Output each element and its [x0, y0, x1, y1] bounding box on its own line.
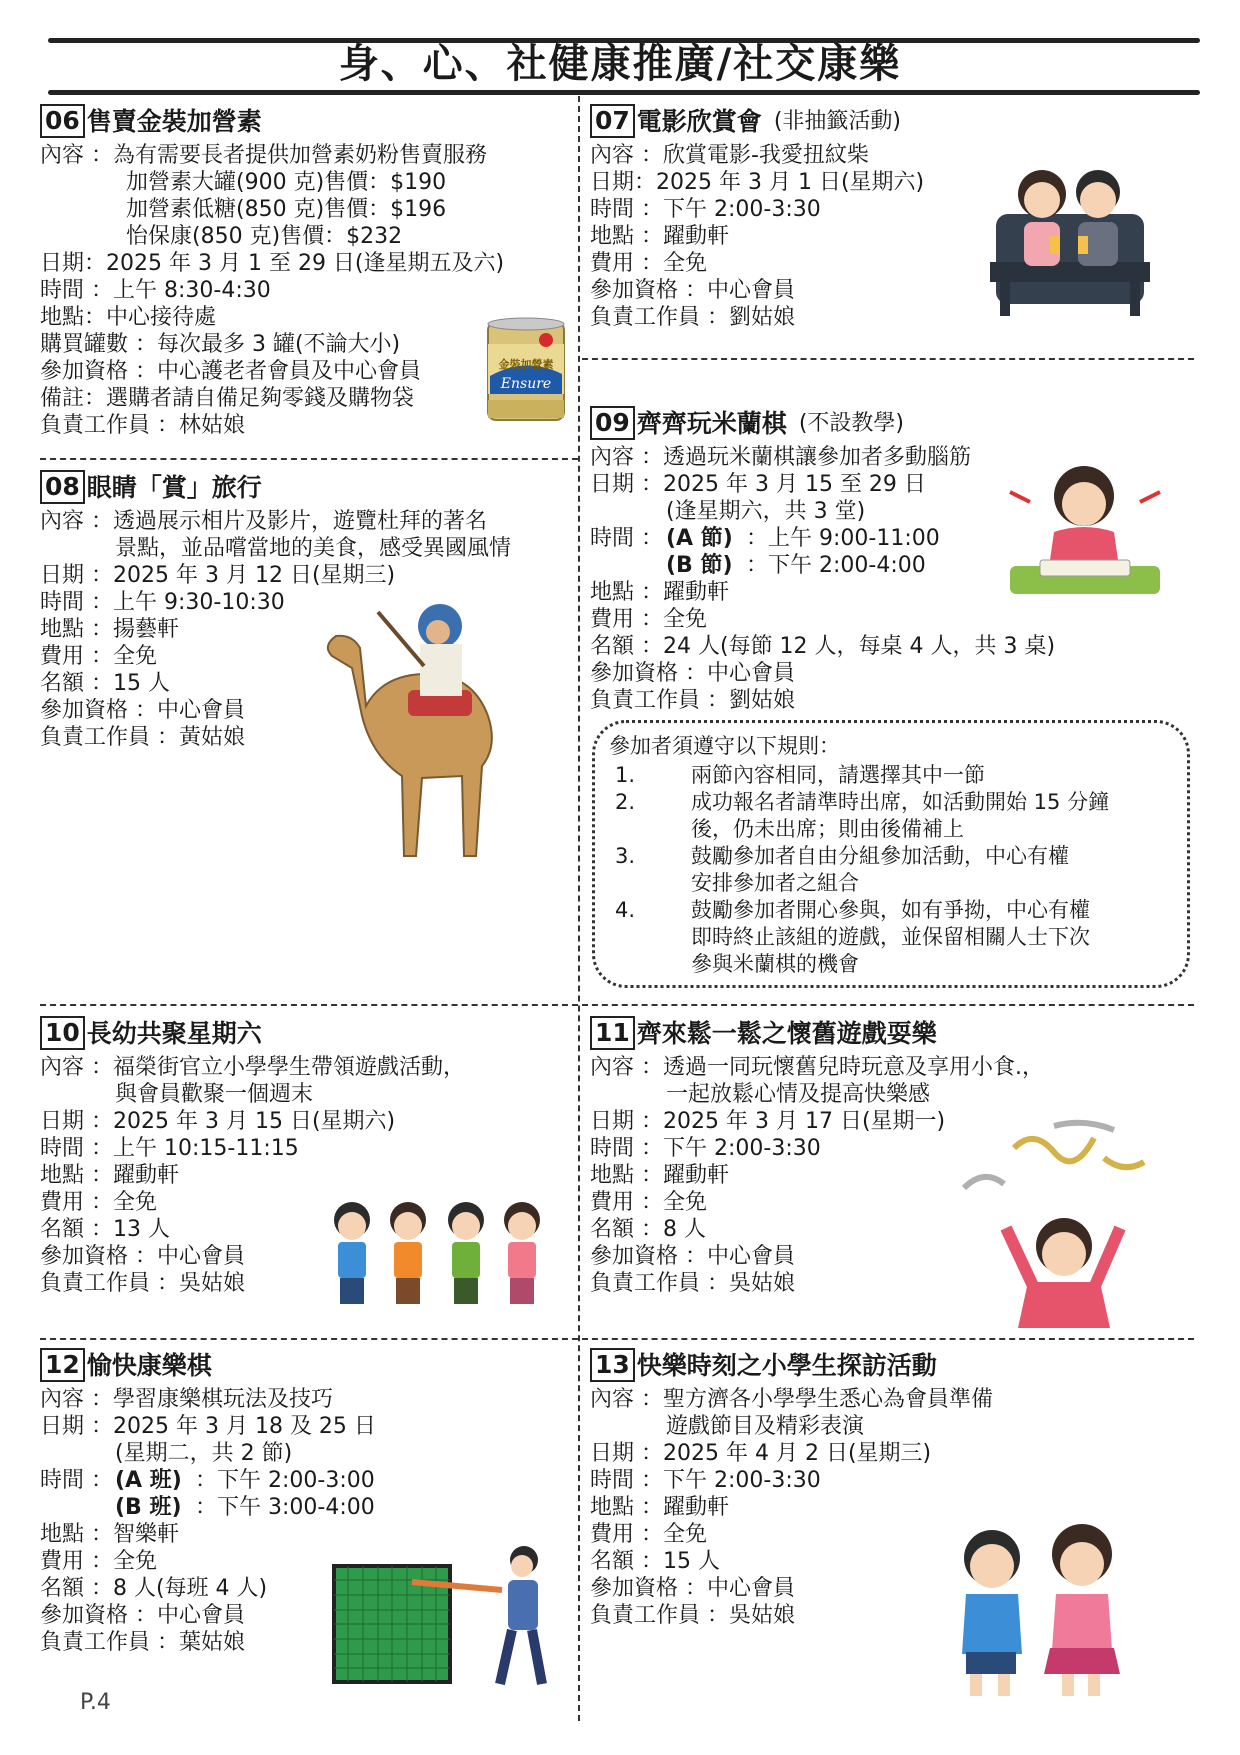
quota-line: 名額 ：15 人	[590, 1549, 720, 1574]
staff-line: 負責工作員 ：葉姑娘	[40, 1630, 245, 1655]
place-line: 地點：中心接待處	[40, 305, 217, 330]
board-game-player-image	[1000, 462, 1170, 600]
rule-item: 3. 鼓勵參加者自由分組參加活動，中心有權 安排參加者之組合	[615, 844, 1069, 895]
quota-line: 名額 ：13 人	[40, 1217, 170, 1242]
price-line-1: 加營素大罐(900 克)售價：$190	[126, 170, 447, 195]
content-line-2: 遊戲節目及精彩表演	[666, 1414, 865, 1439]
activity-number: 08	[40, 470, 85, 504]
staff-line: 負責工作員 ：劉姑娘	[590, 305, 795, 330]
date-line-2: (星期二，共 2 節)	[115, 1441, 293, 1466]
activity-number: 12	[40, 1348, 85, 1382]
page-title: 身、心、社健康推廣/社交康樂	[338, 41, 902, 87]
quantity-line: 購買罐數 ：每次最多 3 罐(不論大小)	[40, 332, 401, 357]
eligibility-line: 參加資格 ：中心會員	[590, 1576, 795, 1601]
eligibility-line: 參加資格 ：中心會員	[590, 1244, 795, 1269]
bowing-children-image	[936, 1524, 1136, 1700]
fee-line: 費用 ：全免	[40, 644, 157, 669]
session-a-time: ：上午 9:00-11:00	[746, 526, 940, 551]
content-label: 內容 ：	[40, 143, 113, 168]
time-line: 時間 ：下午 2:00-3:30	[590, 197, 821, 222]
activity-number: 11	[590, 1016, 635, 1050]
svg-text:Ensure: Ensure	[500, 376, 552, 392]
class-b-label: (B 班)	[115, 1495, 182, 1520]
divider-left-3	[40, 1338, 578, 1340]
ensure-can-image	[484, 316, 568, 424]
content-line-1: 內容 ：福榮街官立小學學生帶領遊戲活動，	[40, 1055, 465, 1080]
time-label: 時間 ：	[40, 1468, 113, 1493]
activity-title: 長幼共聚星期六	[86, 1018, 262, 1048]
activity-number: 13	[590, 1348, 635, 1382]
staff-line: 負責工作員 ：劉姑娘	[590, 688, 795, 713]
content-line-1: 內容 ：透過展示相片及影片，遊覽杜拜的著名	[40, 509, 487, 534]
quota-line: 名額 ：24 人(每節 12 人，每桌 4 人，共 3 桌)	[590, 634, 1056, 659]
fee-line: 費用 ：全免	[590, 251, 707, 276]
content-line-1: 內容 ：透過一同玩懷舊兒時玩意及享用小食.，	[590, 1055, 1044, 1080]
activity-title: 售賣金裝加營素	[86, 106, 262, 136]
title-underline	[48, 90, 1200, 95]
carrom-board-teacher-image	[332, 1544, 554, 1696]
content-line-2: 景點，並品嚐當地的美食，感受異國風情	[115, 536, 512, 561]
date-line: 日期 ：2025 年 3 月 12 日(星期三)	[40, 563, 396, 588]
children-cheering-image	[318, 1190, 558, 1316]
activity-title: 快樂時刻之小學生探訪活動	[636, 1350, 937, 1380]
time-line: 時間 ：上午 9:30-10:30	[40, 590, 285, 615]
content-line: 內容 ：欣賞電影-我愛扭紋柴	[590, 143, 869, 168]
activity-title: 齊來鬆一鬆之懷舊遊戲耍樂	[636, 1018, 937, 1048]
content-line-2: 一起放鬆心情及提高快樂感	[666, 1082, 931, 1107]
eligibility-line: 參加資格 ：中心會員	[590, 278, 795, 303]
divider-right-3	[582, 1338, 1194, 1340]
eligibility-line: 參加資格 ：中心會員	[40, 698, 245, 723]
staff-line: 負責工作員 ：吳姑娘	[590, 1271, 795, 1296]
date-line-1: 日期 ：2025 年 3 月 15 至 29 日	[590, 472, 926, 497]
activity-note: (非抽籤活動)	[773, 108, 901, 134]
date-line-1: 日期 ：2025 年 3 月 18 及 25 日	[40, 1414, 376, 1439]
date-line: 日期：2025 年 3 月 1 至 29 日(逢星期五及六)	[40, 251, 505, 276]
activity-title: 愉快康樂棋	[86, 1350, 212, 1380]
rule-item: 2. 成功報名者請準時出席，如活動開始 15 分鐘 後，仍未出席；則由後備補上	[615, 790, 1110, 841]
content-line: 內容 ：透過玩米蘭棋讓參加者多動腦筋	[590, 445, 971, 470]
session-a-label: (A 節)	[666, 526, 733, 551]
content-line: 內容 ：學習康樂棋玩法及技巧	[40, 1387, 333, 1412]
class-a-label: (A 班)	[115, 1468, 182, 1493]
quota-line: 名額 ：8 人	[590, 1217, 706, 1242]
activity-title: 眼睛「賞」旅行	[86, 472, 262, 502]
time-label: 時間 ：	[590, 526, 663, 551]
price-line-3: 怡保康(850 克)售價：$232	[126, 224, 403, 249]
place-line: 地點 ：躍動軒	[40, 1163, 179, 1188]
place-line: 地點 ：躍動軒	[590, 1163, 729, 1188]
activity-number: 09	[590, 406, 635, 440]
fee-line: 費用 ：全免	[590, 1522, 707, 1547]
time-line: 時間 ：下午 2:00-3:30	[590, 1136, 821, 1161]
staff-line: 負責工作員 ：黃姑娘	[40, 725, 245, 750]
page-number: P.4	[80, 1690, 111, 1715]
fee-line: 費用 ：全免	[40, 1549, 157, 1574]
date-line: 日期 ：2025 年 4 月 2 日(星期三)	[590, 1441, 932, 1466]
class-a-time: ：下午 2:00-3:00	[195, 1468, 375, 1493]
divider-left-1	[40, 458, 578, 460]
camel-rider-image	[312, 596, 520, 868]
eligibility-line: 參加資格 ：中心會員	[40, 1603, 245, 1628]
staff-line: 負責工作員 ：吳姑娘	[590, 1603, 795, 1628]
activity-note: (不設教學)	[798, 410, 904, 436]
time-line: 時間 ：上午 10:15-11:15	[40, 1136, 299, 1161]
activity-number: 06	[40, 104, 85, 138]
fee-line: 費用 ：全免	[590, 1190, 707, 1215]
column-divider	[578, 96, 580, 1721]
celebrating-woman-image	[954, 1118, 1154, 1328]
fee-line: 費用 ：全免	[590, 607, 707, 632]
date-line: 日期 ：2025 年 3 月 17 日(星期一)	[590, 1109, 946, 1134]
eligibility-line: 參加資格 ：中心會員	[590, 661, 795, 686]
place-line: 地點 ：躍動軒	[590, 224, 729, 249]
price-line-2: 加營素低糖(850 克)售價：$196	[126, 197, 447, 222]
activity-number: 07	[590, 104, 635, 138]
eligibility-line: 參加資格 ：中心會員	[40, 1244, 245, 1269]
quota-line: 名額 ：15 人	[40, 671, 170, 696]
rule-item: 1. 兩節內容相同，請選擇其中一節	[615, 763, 985, 787]
activity-title: 電影欣賞會	[636, 106, 762, 136]
activity-title: 齊齊玩米蘭棋	[636, 408, 787, 438]
class-b-time: ：下午 3:00-4:00	[195, 1495, 375, 1520]
rule-item: 4. 鼓勵參加者開心參與，如有爭拗，中心有權 即時終止該組的遊戲，並保留相關人士下次 參與米蘭棋的機會	[615, 898, 1090, 976]
rules-title: 參加者須遵守以下規則：	[609, 734, 840, 758]
activity-number: 10	[40, 1016, 85, 1050]
place-line: 地點 ：智樂軒	[40, 1522, 179, 1547]
divider-right-2	[582, 1004, 1194, 1006]
rules-box	[592, 720, 1190, 988]
fee-line: 費用 ：全免	[40, 1190, 157, 1215]
content-line-2: 與會員歡聚一個週末	[115, 1082, 314, 1107]
remark-line: 備註：選購者請自備足夠零錢及購物袋	[40, 386, 415, 411]
time-line: 時間 ：下午 2:00-3:30	[590, 1468, 821, 1493]
cinema-couple-image	[990, 152, 1150, 320]
content-text: 為有需要長者提供加營素奶粉售賣服務	[113, 143, 488, 168]
date-line-2: (逢星期六，共 3 堂)	[666, 499, 866, 524]
divider-left-2	[40, 1004, 578, 1006]
divider-right-1	[582, 358, 1194, 360]
date-line: 日期：2025 年 3 月 1 日(星期六)	[590, 170, 925, 195]
quota-line: 名額 ：8 人(每班 4 人)	[40, 1576, 268, 1601]
staff-line: 負責工作員 ：吳姑娘	[40, 1271, 245, 1296]
content-line-1: 內容 ：聖方濟各小學學生悉心為會員準備	[590, 1387, 993, 1412]
place-line: 地點 ：躍動軒	[590, 580, 729, 605]
staff-line: 負責工作員 ：林姑娘	[40, 413, 245, 438]
eligibility-line: 參加資格 ：中心護老者會員及中心會員	[40, 359, 421, 384]
session-b-time: ：下午 2:00-4:00	[746, 553, 926, 578]
session-b-label: (B 節)	[666, 553, 733, 578]
place-line: 地點 ：躍動軒	[590, 1495, 729, 1520]
time-line: 時間 ：上午 8:30-4:30	[40, 278, 271, 303]
svg-text:金裝加營素: 金裝加營素	[498, 358, 554, 371]
date-line: 日期 ：2025 年 3 月 15 日(星期六)	[40, 1109, 396, 1134]
place-line: 地點 ：揚藝軒	[40, 617, 179, 642]
